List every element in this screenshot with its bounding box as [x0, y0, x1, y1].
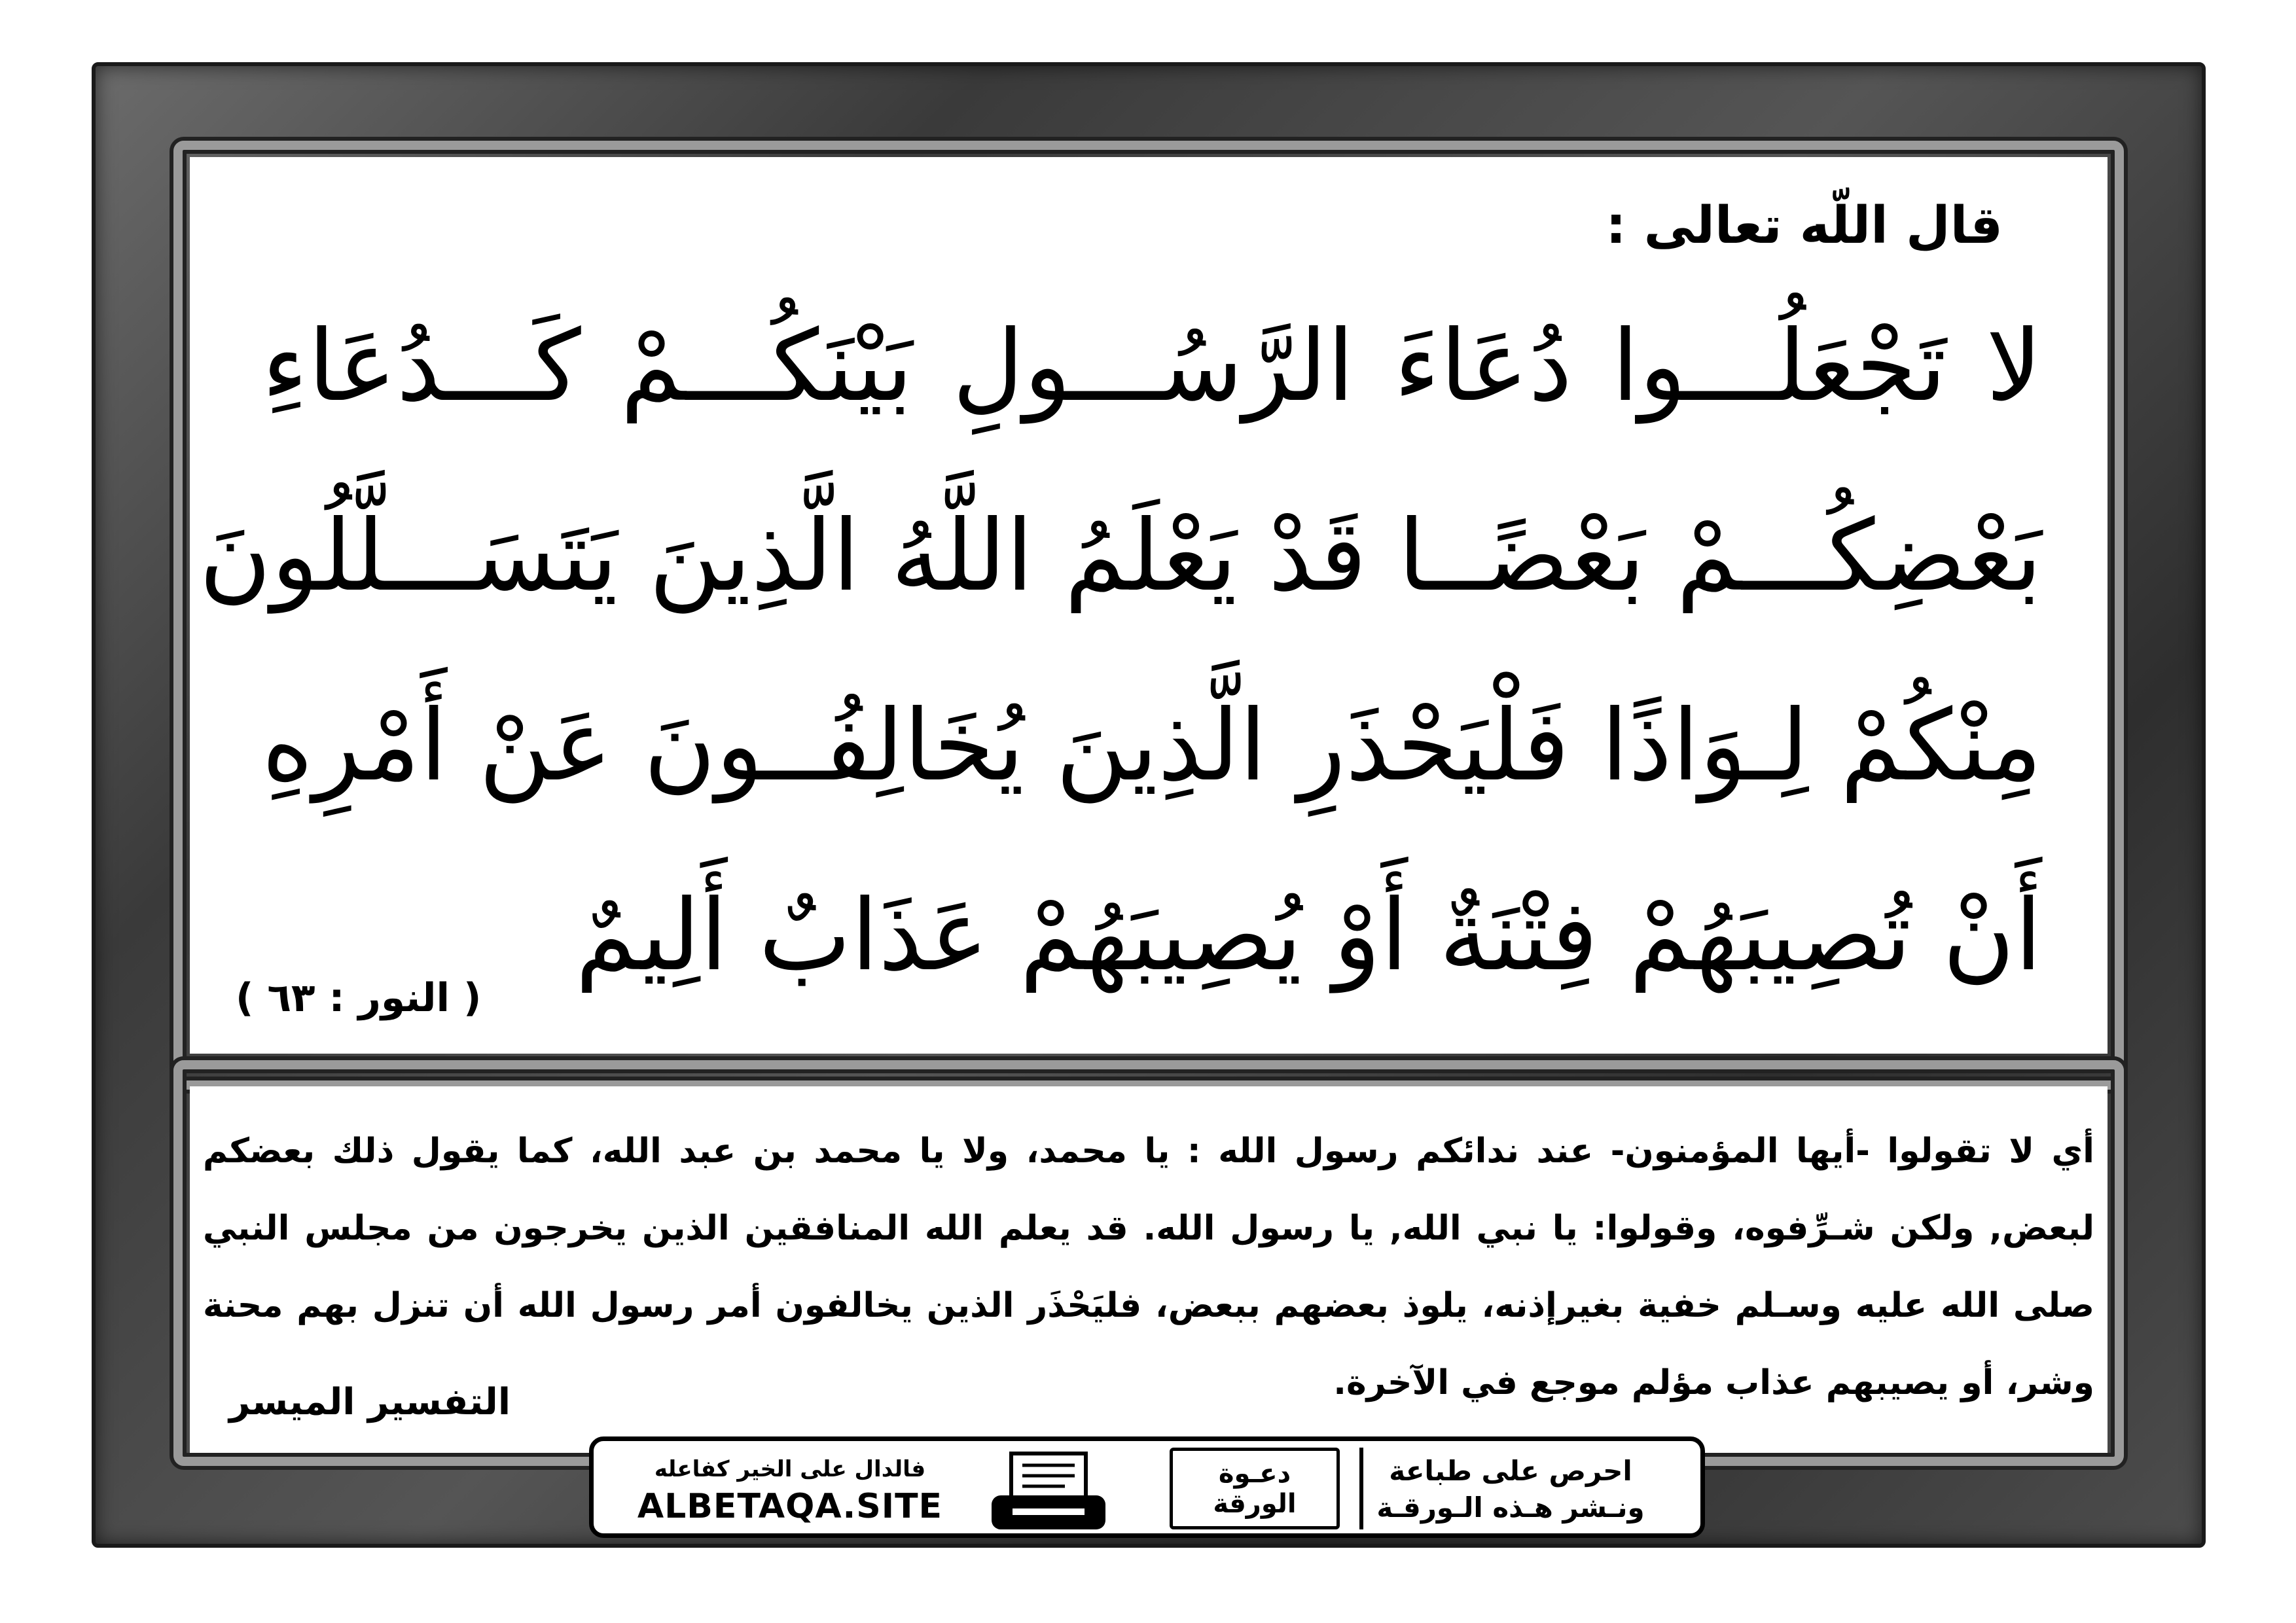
verse-reference: ( النور : ٦٣ )	[236, 975, 482, 1021]
verse-line: لا تَجْعَلُـــوا دُعَاءَ الرَّسُـــولِ بَيْنَكُـــمْ كَـــدُعَاءِ	[262, 310, 2042, 423]
site-link[interactable]: ALBETAQA.SITE	[637, 1487, 943, 1526]
footer-bar	[589, 1436, 1705, 1538]
logo-line: دعـوة	[1218, 1458, 1291, 1489]
verse-line: بَعْضِكُـــمْ بَعْضًــا قَدْ يَعْلَمُ اللَّهُ الَّذِينَ يَتَسَـــلَّلُونَ	[199, 499, 2042, 613]
verse-intro: قال اللّه تعالى :	[1605, 196, 2003, 255]
verse-panel	[190, 157, 2108, 1054]
tafsir-source: التفسير الميسر	[229, 1381, 511, 1423]
printer-icon	[986, 1451, 1111, 1533]
footer-call-to-action	[1340, 1453, 1681, 1526]
footer-cta-line: ونـشر هـذه الـورقـة	[1376, 1491, 1645, 1524]
footer-site-block	[620, 1453, 960, 1527]
verse-line: مِنْكُمْ لِـوَاذًا فَلْيَحْذَرِ الَّذِينَ يُخَالِفُــونَ عَنْ أَمْرِهِ	[262, 689, 2042, 803]
logo-line: الورقة	[1213, 1488, 1297, 1519]
tafsir-panel	[190, 1086, 2108, 1453]
footer-cta-line: احرص على طباعة	[1389, 1455, 1632, 1487]
divider	[1359, 1448, 1363, 1529]
verse-line: أَنْ تُصِيبَهُمْ فِتْنَةٌ أَوْ يُصِيبَهُمْ عَذَابٌ أَلِيمٌ	[575, 879, 2042, 993]
dawat-alwaraqa-logo	[1170, 1448, 1340, 1529]
footer-tagline: فالدال على الخير كفاعله	[654, 1456, 926, 1482]
tafsir-text: أي لا تقولوا -أيها المؤمنون- عند ندائكم رسول الله : يا محمد، ولا يا محمد بن عبد الله، كما يقول ذلك بعضكم لبعض, ولكن شـرِّفوه، وقولوا: يا نبي الله, يا رسول الله. قد يعلم الله المنافقين الذين يخرجون من مجلس النبي صلى الله عليه وسـلم خفية بغيرإذنه، يلوذ بعضهم ببعض، فليَحْذَر الذين يخالفون أمر رسول الله أن تنزل بهم محنة وشر، أو يصيبهم عذاب مؤلم موجع في الآخرة.	[203, 1132, 2094, 1402]
